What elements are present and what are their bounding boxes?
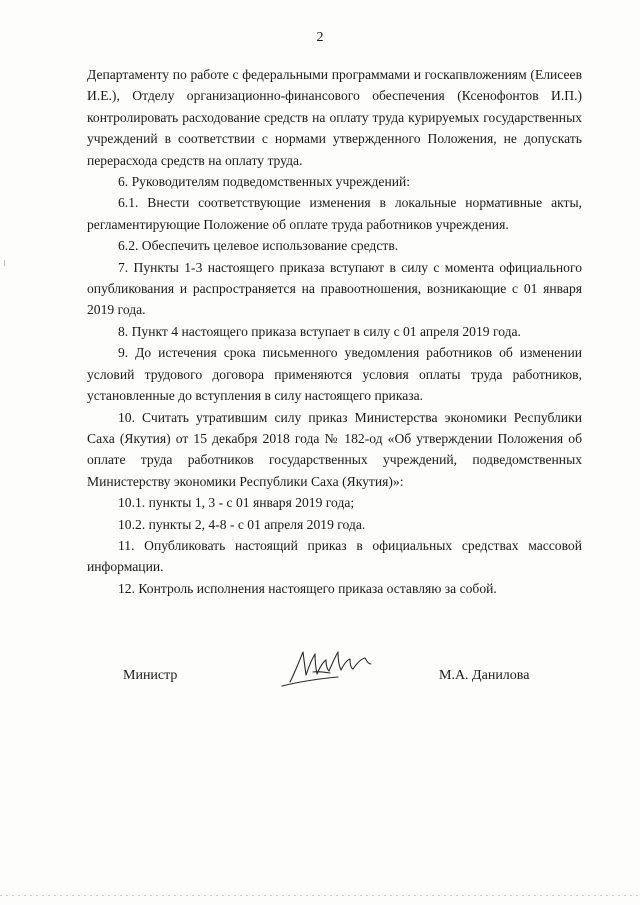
paragraph-item-10-1: 10.1. пункты 1, 3 - с 01 января 2019 года; <box>118 495 355 511</box>
paragraph-item-12: 12. Контроль исполнения настоящего приказа оставляю за собой. <box>118 580 497 596</box>
scan-artifact-bottom <box>0 895 640 896</box>
page-number: 2 <box>316 30 324 45</box>
signatory-name: М.А. Данилова <box>439 668 530 683</box>
paragraph-departments-control: Департаменту по работе с федеральными программами и госкапвложениям (Елисеев И.Е.), Отделу организационно-финансового обеспечения (Ксенофонтов И.П.) контролировать расходование средств на оплату труда курируемых государственных учреждений в соответствии с нормами утвержденного Положения, не допускать перерасхода средств на оплату труда. <box>87 67 582 168</box>
paragraph-item-6-1: 6.1. Внести соответствующие изменения в локальные нормативные акты, регламентирующие Положение об оплате труда работников учреждения. <box>87 195 582 232</box>
paragraph-item-10: 10. Считать утратившим силу приказ Министерства экономики Республики Саха (Якутия) от 15 декабря 2018 года № 182-од «Об утверждении Положения об оплате труда работников государственных учреждений, подведомственных Министерству экономики Республики Саха (Якутия)»: <box>87 409 582 489</box>
signature-block <box>0 640 640 700</box>
paragraph-item-6: 6. Руководителям подведомственных учреждений: <box>118 174 411 190</box>
paragraph-item-6-2: 6.2. Обеспечить целевое использование средств. <box>118 238 399 254</box>
paragraph-item-8: 8. Пункт 4 настоящего приказа вступает в силу с 01 апреля 2019 года. <box>118 323 521 339</box>
handwritten-signature-icon <box>268 642 386 690</box>
document-body <box>87 64 582 599</box>
paragraph-item-11: 11. Опубликовать настоящий приказ в официальных средствах массовой информации. <box>87 537 582 575</box>
paragraph-item-7: 7. Пункты 1-3 настоящего приказа вступают в силу с момента официального опубликования и распространяется на правоотношения, возникающие с 01 января 2019 года. <box>87 259 582 318</box>
paragraph-item-9: 9. До истечения срока письменного уведомления работников об изменении условий трудового договора применяются условия оплаты труда работников, установленные до вступления в силу настоящего приказа. <box>87 345 582 404</box>
scan-artifact-left <box>4 260 5 266</box>
signatory-role: Министр <box>123 668 178 683</box>
paragraph-item-10-2: 10.2. пункты 2, 4-8 - с 01 апреля 2019 года. <box>118 516 366 532</box>
